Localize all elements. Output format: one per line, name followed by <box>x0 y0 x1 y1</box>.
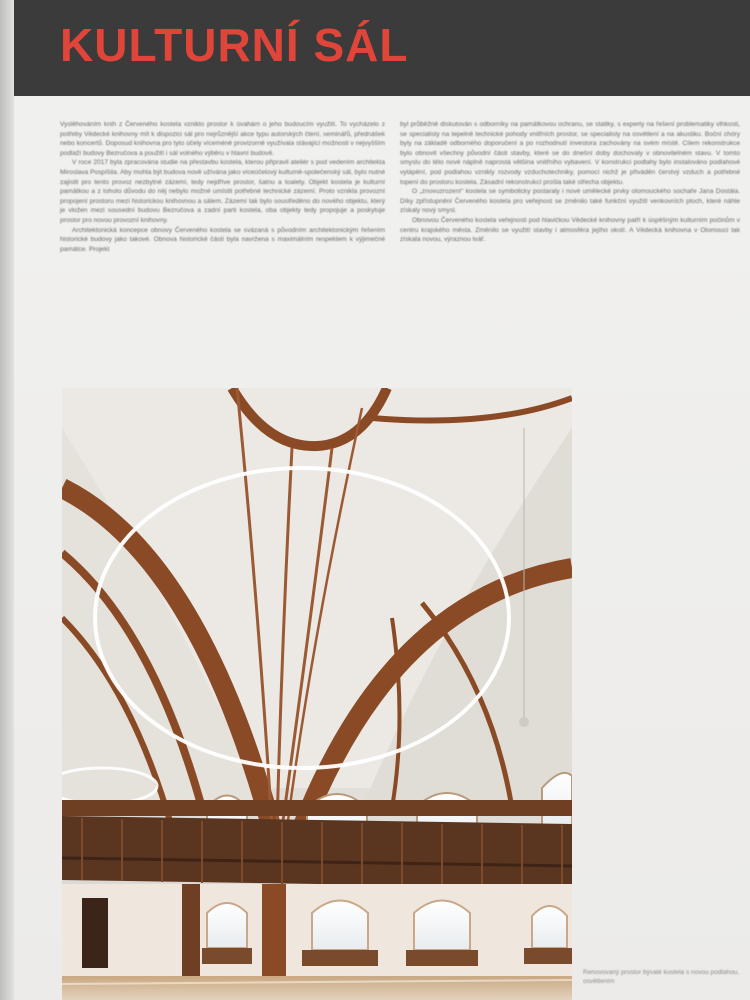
paragraph: Architektonická koncepce obnovy Červeného kostela se svázaná s původním architektonickým řešením historické budovy jako takové. Obnova historické části byla navržena s maximálním respektem k výjimečné památce. Projekt <box>60 226 385 253</box>
paragraph: byl průběžně diskutován s odborníky na památkovou ochranu, se statiky, s experty na řešení problematiky vlhkosti, se specialisty na tepelně technické pohody vnitřních prostor, se specialisty na osvětlení a na akustiku. Boční chóry byly na základě odborného doporučení a po rozhodnutí investora zachovány na svém místě. Cílem rekonstrukce bylo obnovit všechny původní části stavby, které se do dnešní doby dochovaly v obnovitelném stavu. V tomto smyslu do této nové náplně naprostá většina vnitřního vybavení. V konstrukci podlahy bylo instalováno podlahové vytápění, pod podlahou vznikly rozvody vzduchotechniky, pomocí nichž je přiváděn čerstvý vzduch a potřebné topení do prostoru kostela. Zásadní rekonstrukcí prošla také střecha objektu. <box>400 121 740 186</box>
photo-caption: Renovovaný prostor bývalé kostela s novou podlahou, osvětlením <box>583 969 740 985</box>
page-title: KULTURNÍ SÁL <box>60 19 409 71</box>
paragraph: Obnovou Červeného kostela veřejnosti pod hlavičkou Vědecké knihovny patří k úspěšným kulturním počinům v centru krajského města. Změnilo se využití stavby i atmosféra jejího okolí. A Vědecká knihovna v Olomouci tak získala novou, výraznou tvář. <box>400 216 740 244</box>
paragraph: Vyslěhováním knih z Červeného kostela vzniklo prostor k úvahám o jeho budoucím využití. To vycházelo z potřeby Vědecké knihovny mít k dispozici sál pro nejrůznější akce typu autorských čtení, seminářů, přednášek nebo koncertů. Doposud knihovna pro tyto účely víceméně provizorně využívala stávající možnosti v nejvyšším podlaží budovy Bezručova a použití i sál volného výběru v hlavní budově. <box>60 121 385 157</box>
hall-interior-photo <box>62 388 572 1000</box>
paragraph: O „znovuzrození“ kostela se symbolicky postaraly i nové umělecké prvky olomouckého sochaře Jana Dostála. Díky zpřístupnění Červeného kostela pro veřejnost se změnilo také funkční využití venkovních ploch, které náhle získaly nový smysl. <box>400 188 740 215</box>
paragraph: V roce 2017 byla zpracována studie na přestavbu kostela, kterou připravil ateliér s pod vedením architekta Miroslava Pospíšila. Aby mohla být budova nově užívána jako víceúčelový kulturně-společenský sál, bylo nutné zajistit pro tento provoz nezbytné zázemí, tedy nejdříve prostor, šatnu a toalety. Objekt kostela je kulturní památkou a z tohoto důvodu do něj nebylo možné umístit potřebné technické zázemí. Proto vznikla provozní propojení prostoru mezi historickou knihovnou a sálem. Zázemí tak bylo soustředěno do nového objektu, který je vložen mezi sousední budovu Bezručova a zadní parti kostela, oba objekty tedy propojuje a poskytuje prostor pro novou provozní knihovny. <box>60 159 385 224</box>
text-column-left <box>60 120 385 254</box>
text-column-right <box>400 120 740 245</box>
